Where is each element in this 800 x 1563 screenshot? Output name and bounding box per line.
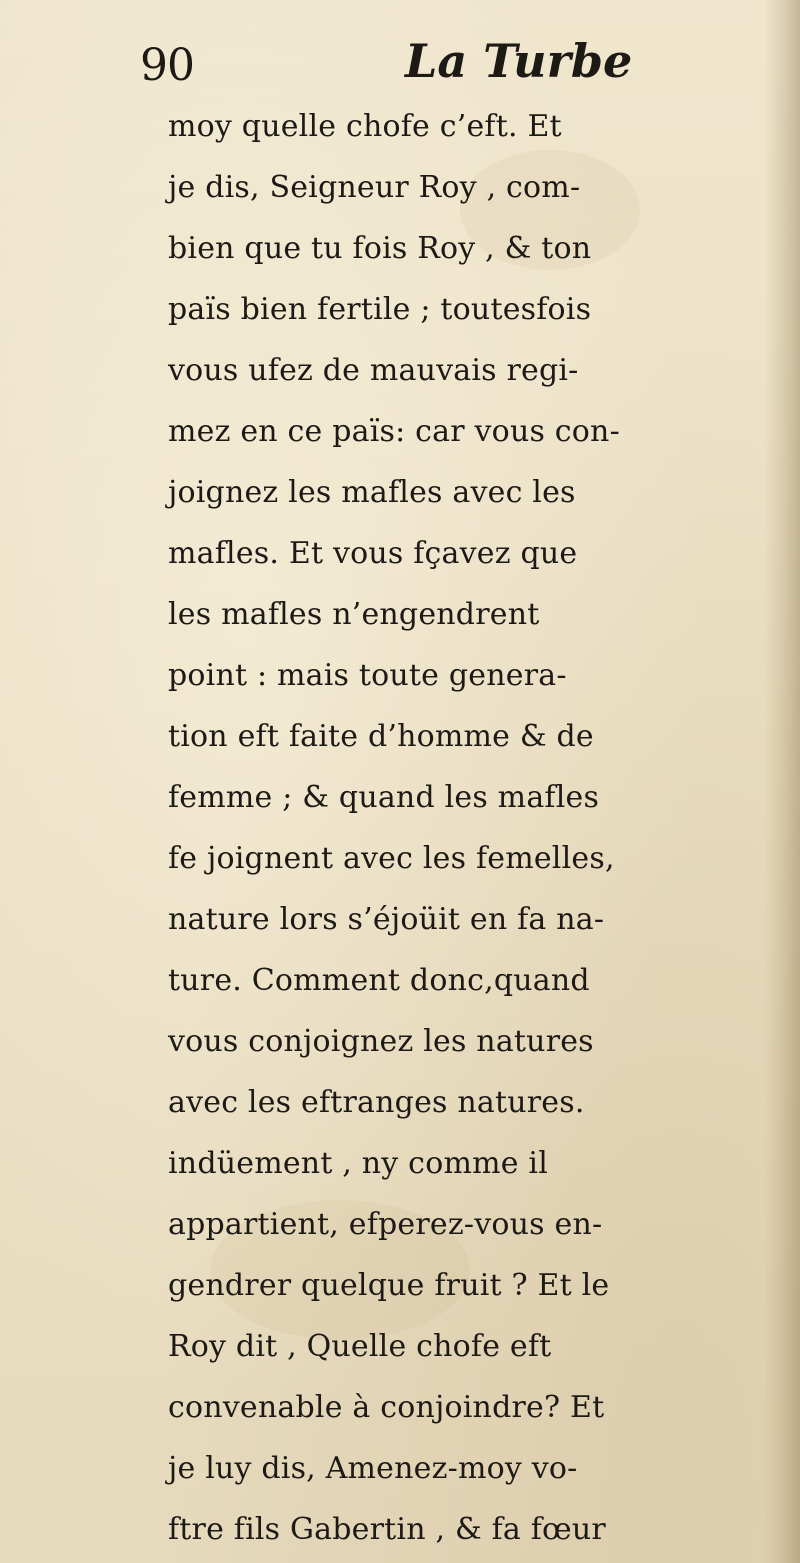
text-line: vous ufez de mauvais regi- <box>168 353 579 388</box>
text-line: convenable à conjoindre? Et <box>168 1390 605 1425</box>
text-line: femme ; & quand les mafles <box>168 780 600 815</box>
text-line: ture. Comment donc,quand <box>168 963 590 998</box>
text-line: nature lors s’éjoüit en fa na- <box>168 902 605 937</box>
running-title: La Turbe <box>405 34 633 88</box>
text-line: Roy dit , Quelle chofe eft <box>168 1329 552 1364</box>
text-line: gendrer quelque fruit ? Et le <box>168 1268 610 1303</box>
text-line: fe joignent avec les femelles, <box>168 841 615 876</box>
text-line: moy quelle chofe c’eft. Et <box>168 109 562 144</box>
text-line: indüement , ny comme il <box>168 1146 549 1181</box>
text-line: tion eft faite d’homme & de <box>168 719 594 754</box>
text-line: mafles. Et vous fçavez que <box>168 536 578 571</box>
text-line: avec les eftranges natures. <box>168 1085 585 1120</box>
text-line: je luy dis, Amenez-moy vo- <box>168 1451 578 1486</box>
text-line: vous conjoignez les natures <box>168 1024 594 1059</box>
text-line: bien que tu fois Roy , & ton <box>168 231 592 266</box>
text-line: mez en ce païs: car vous con- <box>168 414 620 449</box>
body-text <box>168 96 798 1560</box>
text-line: point : mais toute genera- <box>168 658 567 693</box>
text-line: joignez les mafles avec les <box>168 475 576 510</box>
text-line: païs bien fertile ; toutesfois <box>168 292 592 327</box>
text-line: je dis, Seigneur Roy , com- <box>168 170 581 205</box>
text-line: les mafles n’engendrent <box>168 597 540 632</box>
page-header <box>140 32 660 92</box>
text-line: ftre fils Gabertin , & fa fœur <box>168 1512 606 1547</box>
text-line: appartient, efperez-vous en- <box>168 1207 603 1242</box>
page-number: 90 <box>140 40 194 91</box>
